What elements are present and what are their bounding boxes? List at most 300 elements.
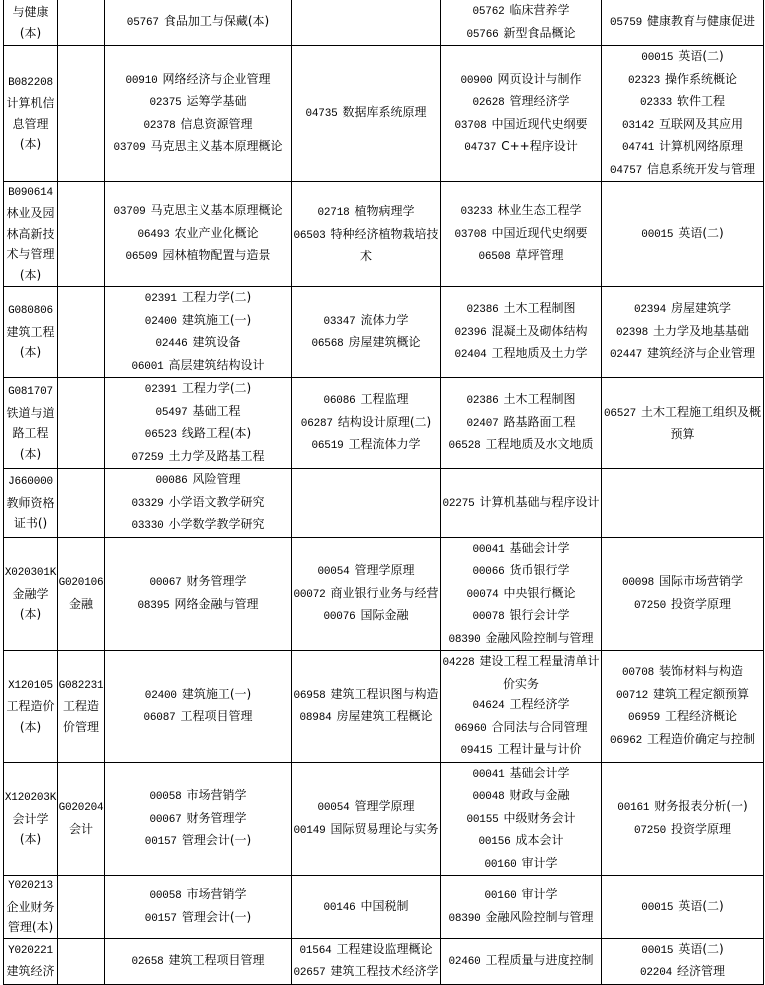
major-cell	[4, 651, 58, 763]
course-name: 财务报表分析(一)	[654, 799, 748, 814]
course-name: 线路工程(本)	[181, 426, 252, 440]
course-name: 建筑施工(一)	[181, 312, 252, 327]
course-name: 英语(二)	[678, 941, 724, 956]
course-code: 06001	[131, 360, 164, 373]
course-item	[105, 446, 291, 469]
course-code: 00072	[293, 588, 326, 601]
course-code: 02375	[149, 97, 182, 109]
course-code: 02628	[472, 97, 505, 109]
major-cell-code: J660000	[8, 476, 53, 488]
course-name: 土力学及路基工程	[168, 448, 265, 463]
course-name: 信息资源管理	[180, 116, 253, 131]
course-name: 房屋建筑概论	[348, 335, 421, 349]
course-code: 06523	[144, 429, 177, 441]
course-code: 02378	[143, 119, 176, 132]
course-item	[441, 538, 601, 561]
course-code: 00066	[472, 566, 505, 578]
course-code: 00157	[144, 836, 177, 848]
course-item	[292, 706, 440, 729]
course-name: 建筑工程识图与构造	[330, 686, 439, 701]
course-name: 基础会计学	[509, 540, 570, 555]
course-code: 06519	[311, 440, 344, 453]
major-cell-name: 铁道与道	[6, 405, 55, 420]
course-cell-3	[441, 378, 602, 469]
related-major-cell	[58, 651, 105, 763]
related-major-cell	[58, 46, 105, 182]
course-name: 小学语文教学研究	[168, 494, 265, 509]
course-code: 02657	[293, 967, 326, 979]
course-item	[292, 583, 440, 606]
course-name: 计算机网络原理	[659, 139, 744, 153]
course-cell-4	[602, 0, 764, 46]
course-code: 03708	[454, 228, 487, 241]
major-cell	[4, 469, 58, 538]
major-cell-name: 会计学	[12, 811, 49, 826]
course-cell-3	[441, 876, 602, 939]
course-item	[105, 830, 291, 853]
course-item	[292, 796, 440, 819]
course-cell-2	[292, 46, 441, 182]
course-item	[105, 355, 291, 378]
course-name: 基础会计学	[509, 765, 570, 780]
course-cell-1	[105, 651, 292, 763]
course-cell-3	[441, 469, 602, 538]
course-code: 05759	[609, 17, 642, 30]
related-major-cell-code: G020106	[58, 577, 104, 590]
major-cell-name: 林业及园	[6, 206, 55, 221]
table-row	[4, 651, 764, 763]
course-code: 03142	[621, 119, 654, 132]
course-item	[602, 571, 763, 594]
course-item	[105, 684, 291, 707]
major-cell-name: 建筑经济	[6, 964, 55, 978]
course-code: 08390	[448, 633, 481, 646]
course-item	[602, 11, 763, 34]
course-name: 管理会计(一)	[181, 833, 252, 847]
course-code: 02391	[144, 384, 177, 396]
course-item	[105, 332, 291, 355]
related-major-cell-name: 会计	[68, 821, 93, 836]
course-code: 04624	[472, 700, 505, 712]
course-name: 中央银行概论	[503, 585, 576, 600]
course-code: 00067	[149, 577, 182, 590]
course-code: 00156	[478, 836, 511, 848]
course-name: 英语(二)	[678, 225, 724, 240]
related-major-cell	[58, 938, 105, 984]
course-item	[441, 739, 601, 762]
course-item	[602, 796, 763, 819]
major-cell-code: Y020221	[8, 944, 53, 957]
major-cell-name: 计算机信	[6, 96, 55, 110]
major-cell-name: (本)	[19, 719, 42, 734]
course-item	[441, 651, 601, 694]
major-cell-name: 企业财务	[6, 899, 55, 914]
course-item	[602, 46, 763, 69]
course-name: 计算机基础与程序设计	[479, 494, 600, 509]
table-row	[4, 287, 764, 378]
table-row	[4, 876, 764, 939]
course-code: 00076	[323, 611, 356, 623]
course-name: 英语(二)	[678, 49, 724, 63]
course-item	[105, 136, 291, 159]
related-major-cell-name: 价管理	[62, 719, 99, 734]
major-cell	[4, 46, 58, 182]
course-name: 建筑工程技术经济学	[330, 964, 439, 978]
course-code: 06493	[137, 228, 170, 241]
course-code: 00160	[484, 858, 517, 871]
course-code: 00048	[472, 791, 505, 803]
course-item	[105, 492, 291, 515]
table-row	[4, 46, 764, 182]
course-item	[441, 560, 601, 583]
course-item	[441, 412, 601, 435]
major-cell-name: 证书()	[13, 516, 48, 530]
course-name: 管理经济学	[509, 94, 570, 108]
course-code: 00058	[149, 890, 182, 903]
table-row	[4, 762, 764, 876]
course-name: 管理学原理	[354, 799, 415, 814]
course-code: 00074	[466, 588, 499, 601]
course-item	[292, 560, 440, 583]
course-name: 建筑工程项目管理	[168, 952, 265, 967]
course-item	[292, 684, 440, 707]
course-code: 06509	[125, 251, 158, 264]
course-item	[441, 389, 601, 412]
course-cell-4	[602, 651, 764, 763]
related-major-cell	[58, 537, 105, 651]
course-code: 08395	[137, 599, 170, 612]
course-item	[441, 136, 601, 159]
course-code: 04741	[621, 142, 654, 154]
course-code: 03709	[113, 142, 146, 154]
major-cell	[4, 0, 58, 46]
course-name: 市场营销学	[186, 887, 247, 902]
course-code: 05766	[466, 28, 499, 41]
course-cell-4	[602, 762, 764, 876]
course-item	[105, 378, 291, 401]
course-code: 00086	[155, 475, 188, 487]
course-code: 00157	[144, 912, 177, 925]
course-name: 中级财务会计	[503, 810, 576, 825]
course-cell-2	[292, 651, 441, 763]
major-cell-name: 术与管理	[6, 247, 55, 262]
course-code: 06527	[603, 407, 636, 420]
course-code: 09415	[460, 745, 493, 757]
course-name: 网络金融与管理	[174, 596, 259, 611]
course-name: 建设工程工程量清单计价实务	[479, 654, 600, 691]
course-name: 财政与金融	[509, 788, 570, 802]
course-name: 财务管理学	[186, 810, 247, 825]
course-code: 06958	[293, 689, 326, 702]
course-item	[602, 114, 763, 137]
course-name: 建筑经济与企业管理	[647, 346, 756, 361]
course-item	[105, 514, 291, 537]
course-code: 06503	[293, 229, 326, 242]
related-major-cell	[58, 287, 105, 378]
course-name: 中国税制	[360, 898, 409, 913]
course-code: 00910	[125, 74, 158, 87]
course-code: 02404	[454, 349, 487, 362]
course-name: 工程监理	[360, 392, 409, 407]
course-name: 装饰材料与构造	[659, 664, 744, 679]
course-item	[292, 961, 440, 984]
course-name: 基础工程	[192, 403, 241, 418]
course-item	[602, 896, 763, 919]
major-cell-name: 教师资格	[6, 495, 55, 510]
table-row	[4, 0, 764, 46]
course-item	[602, 594, 763, 617]
course-name: 草坪管理	[515, 248, 564, 263]
course-cell-2	[292, 182, 441, 287]
course-item	[602, 706, 763, 729]
course-code: 00015	[641, 228, 674, 241]
course-item	[602, 402, 763, 445]
course-item	[105, 91, 291, 114]
course-name: 工程质量与进度控制	[485, 952, 594, 967]
course-name: 特种经济植物栽培技术	[330, 226, 439, 264]
course-cell-2	[292, 876, 441, 939]
course-item	[602, 661, 763, 684]
major-cell	[4, 762, 58, 876]
major-cell-name: (本)	[19, 25, 42, 40]
course-name: 英语(二)	[678, 898, 724, 913]
major-cell-name: (本)	[19, 267, 42, 282]
major-cell-name: 工程造价	[6, 699, 55, 713]
major-cell-name: (本)	[19, 607, 42, 621]
course-name: 工程经济概论	[665, 709, 738, 724]
course-cell-4	[602, 537, 764, 651]
course-cell-2	[292, 537, 441, 651]
course-code: 00058	[149, 791, 182, 803]
course-name: 合同法与合同管理	[491, 719, 588, 734]
course-code: 00054	[317, 566, 350, 578]
course-code: 00712	[615, 689, 648, 702]
course-name: 混凝土及砌体结构	[491, 323, 588, 338]
course-item	[292, 201, 440, 224]
related-major-cell	[58, 378, 105, 469]
course-item	[441, 492, 601, 515]
course-name: 国际贸易理论与实务	[330, 821, 439, 836]
course-code: 03330	[131, 520, 164, 532]
course-cell-1	[105, 378, 292, 469]
course-name: 工程项目管理	[180, 709, 253, 724]
course-item	[602, 223, 763, 246]
table-row	[4, 938, 764, 984]
course-item	[602, 729, 763, 752]
course-name: 健康教育与健康促进	[647, 14, 756, 29]
course-name: 土木工程制图	[503, 301, 576, 316]
course-cell-4	[602, 876, 764, 939]
course-name: 工程计量与计价	[497, 742, 582, 756]
course-name: 工程地质及水文地质	[485, 437, 594, 452]
course-code: 00160	[484, 890, 517, 903]
course-name: 植物病理学	[354, 204, 415, 219]
major-cell	[4, 287, 58, 378]
course-cell-3	[441, 938, 602, 984]
course-cell-3	[441, 182, 602, 287]
course-code: 02407	[466, 417, 499, 430]
course-item	[105, 706, 291, 729]
course-code: 06508	[478, 251, 511, 264]
course-item	[105, 245, 291, 268]
table-row	[4, 378, 764, 469]
course-name: 运筹学基础	[186, 94, 247, 108]
major-cell-code: X120203K	[4, 792, 57, 804]
course-code: 02658	[131, 955, 164, 968]
course-item	[441, 200, 601, 223]
course-cell-3	[441, 0, 602, 46]
course-code: 00015	[641, 944, 674, 957]
major-cell	[4, 938, 58, 984]
course-item	[292, 389, 440, 412]
course-code: 06287	[300, 417, 333, 430]
course-code: 02718	[317, 207, 350, 220]
course-code: 02323	[627, 74, 660, 87]
course-item	[441, 907, 601, 930]
course-code: 07259	[131, 451, 164, 464]
course-name: 网络经济与企业管理	[162, 71, 271, 86]
course-item	[441, 717, 601, 740]
course-cell-2	[292, 762, 441, 876]
course-cell-1	[105, 938, 292, 984]
course-item	[441, 223, 601, 246]
course-name: 房屋建筑学	[671, 301, 732, 316]
course-code: 05767	[126, 17, 159, 30]
course-item	[292, 896, 440, 919]
course-code: 00054	[317, 802, 350, 815]
major-cell-name: 路工程	[12, 426, 49, 440]
course-item	[441, 0, 601, 23]
related-major-cell	[58, 469, 105, 538]
course-name: 国际市场营销学	[659, 574, 744, 589]
course-name: 数据库系统原理	[342, 105, 427, 120]
major-cell-code: X120105	[8, 679, 53, 692]
course-cell-2	[292, 469, 441, 538]
course-item	[441, 23, 601, 46]
major-cell-name: (本)	[19, 137, 42, 151]
major-cell-name: 林高新技	[6, 226, 55, 241]
course-name: 信息系统开发与管理	[647, 161, 756, 176]
course-name: 小学数学教学研究	[168, 517, 265, 531]
course-name: 国际金融	[360, 608, 409, 622]
course-code: 06086	[323, 395, 356, 408]
related-major-cell-name: 金融	[68, 596, 93, 611]
course-name: 马克思主义基本原理概论	[150, 139, 283, 153]
course-item	[105, 785, 291, 808]
course-name: 工程建设监理概论	[336, 941, 433, 956]
course-item	[441, 245, 601, 268]
major-cell	[4, 182, 58, 287]
course-code: 02398	[615, 326, 648, 339]
course-name: 房屋建筑工程概论	[336, 709, 433, 724]
course-cell-2	[292, 378, 441, 469]
major-cell	[4, 876, 58, 939]
course-cell-1	[105, 46, 292, 182]
course-code: 05762	[472, 6, 505, 18]
course-name: 金融风险控制与管理	[485, 630, 594, 645]
course-name: 审计学	[521, 887, 558, 902]
course-item	[105, 223, 291, 246]
course-item	[292, 605, 440, 628]
course-cell-3	[441, 651, 602, 763]
course-code: 02386	[466, 304, 499, 317]
course-item	[105, 594, 291, 617]
course-name: 审计学	[521, 855, 558, 870]
course-code: 07250	[633, 599, 666, 612]
table-body	[4, 0, 764, 984]
course-name: 商业银行业务与经营	[330, 585, 439, 600]
course-name: 高层建筑结构设计	[168, 357, 265, 372]
course-cell-3	[441, 537, 602, 651]
course-item	[602, 321, 763, 344]
course-item	[292, 819, 440, 842]
course-code: 06960	[454, 722, 487, 735]
course-item	[441, 950, 601, 973]
course-code: 00015	[641, 52, 674, 64]
course-name: 管理会计(一)	[181, 909, 252, 924]
course-name: 临床营养学	[509, 3, 570, 17]
course-item	[441, 434, 601, 457]
related-major-cell	[58, 182, 105, 287]
course-name: 成本会计	[515, 833, 564, 847]
course-cell-3	[441, 287, 602, 378]
course-item	[105, 907, 291, 930]
course-code: 03347	[323, 315, 356, 328]
course-name: 操作系统概论	[665, 71, 738, 86]
course-item	[441, 785, 601, 808]
course-code: 08984	[299, 712, 332, 725]
course-item	[105, 200, 291, 223]
course-item	[105, 571, 291, 594]
course-name: 建筑施工(一)	[181, 686, 252, 701]
course-code: 06568	[311, 338, 344, 350]
course-name: 建筑工程定额预算	[653, 686, 750, 701]
course-code: 00078	[472, 611, 505, 623]
course-name: C++程序设计	[501, 139, 578, 153]
table-row	[4, 182, 764, 287]
course-code: 02394	[633, 304, 666, 317]
major-cell-code: G080806	[8, 305, 53, 318]
course-item	[441, 884, 601, 907]
course-name: 软件工程	[677, 94, 726, 108]
major-cell-name: 建筑工程	[6, 324, 55, 339]
course-item	[292, 224, 440, 267]
course-name: 路基路面工程	[503, 414, 576, 429]
course-item	[441, 830, 601, 853]
table-row	[4, 537, 764, 651]
course-item	[292, 412, 440, 435]
course-cell-2	[292, 287, 441, 378]
course-item	[105, 469, 291, 492]
course-item	[602, 159, 763, 182]
course-item	[441, 114, 601, 137]
course-item	[105, 310, 291, 333]
course-code: 00155	[466, 813, 499, 826]
course-cell-4	[602, 287, 764, 378]
course-name: 风险管理	[192, 472, 241, 486]
course-item	[441, 628, 601, 651]
course-code: 04735	[305, 108, 338, 121]
course-item	[105, 808, 291, 831]
course-cell-1	[105, 469, 292, 538]
course-name: 流体力学	[360, 312, 409, 327]
course-code: 06528	[448, 440, 481, 453]
course-item	[292, 102, 440, 125]
course-name: 工程造价确定与控制	[647, 731, 756, 746]
course-name: 投资学原理	[671, 596, 732, 611]
related-major-cell	[58, 876, 105, 939]
course-cell-1	[105, 0, 292, 46]
